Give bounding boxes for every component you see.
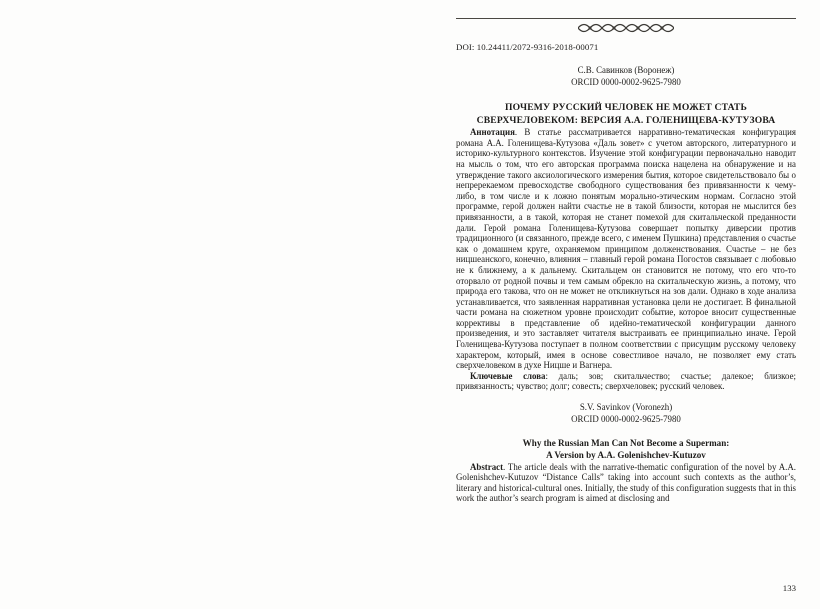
ru-abstract-label: Аннотация: [470, 127, 515, 138]
en-abstract-label: Abstract: [470, 461, 504, 472]
en-abstract-text: . The article deals with the narrative-thematic configuration of the novel by A.A. Golenishchev-Kutuzov “Distance Calls” taking into account such contexts as the author’s, literary and historical-cultural ones. Initially, the study of this configuration suggests that in this work the author’s search program is aimed at disclosing and: [456, 461, 796, 504]
ru-keywords-label: Ключевые слова: [470, 370, 546, 381]
ru-abstract: [456, 127, 796, 371]
ru-author: С.В. Савинков (Воронеж): [577, 65, 675, 75]
en-author-block: [456, 402, 796, 425]
ru-author-block: [456, 65, 796, 88]
page-number: 133: [782, 583, 796, 593]
en-title-line-1: Why the Russian Man Can Not Become a Superman:: [522, 438, 730, 449]
text-column: [456, 0, 796, 504]
ru-keywords-text: : даль; зов; скитальчество; счастье; далекое; близкое; привязанность; чувство; долг; совесть; сверхчеловек; русский человек.: [456, 370, 796, 392]
ru-title-line-2: СВЕРХЧЕЛОВЕКОМ: ВЕРСИЯ А.А. ГОЛЕНИЩЕВА-КУТУЗОВА: [476, 114, 776, 126]
en-orcid: ORCID 0000-0002-9625-7980: [571, 413, 681, 424]
header-rule: [456, 18, 796, 19]
en-abstract: [456, 462, 796, 504]
ru-keywords: [456, 371, 796, 392]
ornament-row: [456, 21, 796, 38]
doi: DOI: 10.24411/2072-9316-2018-00071: [456, 42, 599, 52]
article-title-ru: [456, 102, 796, 127]
article-title-en: [456, 438, 796, 462]
ru-abstract-text: . В статье рассматривается нарративно-тематическая конфигурация романа А.А. Голенищева-Кутузова «Даль зовет» с учетом авторского, литературного и историко-культурного контекстов. Изучение этой конфигурации первоначально наводит на мысль о том, что его авторская программа поиска нацелена на обнаружение и на утверждение такого аксиологического измерения бытия, которое свидетельствовало бы о непререкаемом превосходстве свободного существования без привязанности к чему-либо, в том числе и к ложно понятым морально-этическим нормам. Согласно этой программе, герой должен найти счастье не в такой близости, которая не мыслится без привязанности, а в такой, которая не станет помехой для скитальческой преданности дали. Герой романа Голенищева-Кутузова совершает попытку диверсии против традиционного (и связанного, прежде всего, с именем Пушкина) представления о счастье как о домашнем круге, охраняемом принципом долженствования. Счастье – не без ницшеанского, конечно, влияния – главный герой романа Погостов связывает с любовью не к ближнему, а к дальнему. Скитальцем он становится не потому, что его что-то оторвало от родной почвы и тем самым обрекло на скитальческую жизнь, а потому, что природа его такова, что он не может не откликнуться на зов дали. Однако в ходе анализа устанавливается, что заявленная нарративная установка цели не достигает. В финальной части романа на сюжетном уровне происходит событие, которое вносит существенные коррективы в представление об идейно-тематической конфигурации данного произведения, и это заставляет читателя выстраивать ее принципиально иначе. Герой Голенищева-Кутузова поступает в полном соответствии с присущим русскому человеку характером, который, имея в основе совестливое начало, не позволяет ему стать сверхчеловеком в духе Ницше и Вагнера.: [456, 127, 796, 371]
en-title-line-2: A Version by A.A. Golenishchev-Kutuzov: [546, 449, 706, 460]
decorative-knot-icon: [578, 22, 674, 39]
ru-orcid: ORCID 0000-0002-9625-7980: [571, 76, 681, 87]
ru-title-line-1: ПОЧЕМУ РУССКИЙ ЧЕЛОВЕК НЕ МОЖЕТ СТАТЬ: [505, 102, 747, 113]
en-author: S.V. Savinkov (Voronezh): [579, 402, 673, 413]
